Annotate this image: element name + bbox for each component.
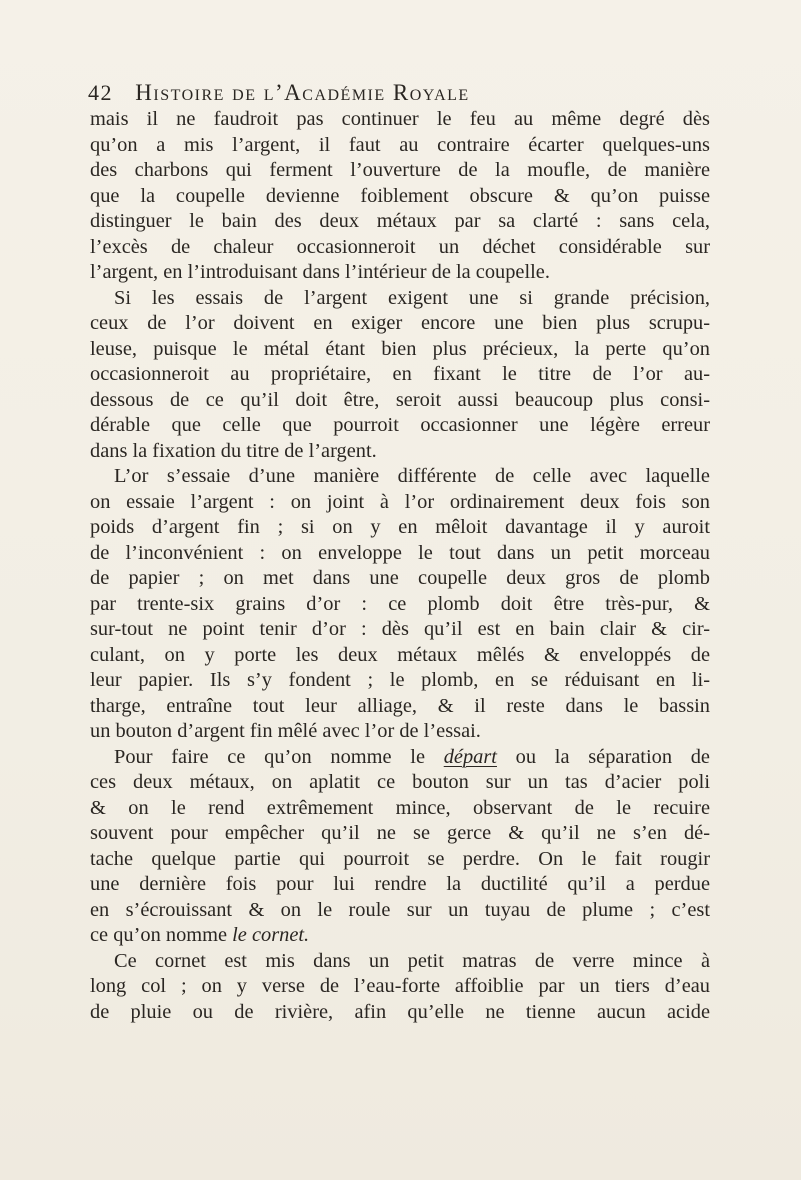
text-line: distinguer le bain des deux métaux par sa clarté : sans cela, (90, 210, 710, 232)
text-line: & on le rend extrêmement mince, observant de le recuire (90, 796, 710, 819)
text-line: de l’inconvénient : on enveloppe le tout dans un petit morceau (90, 541, 710, 564)
body-text (90, 107, 710, 1025)
text-line: occasionneroit au propriétaire, en fixant le titre de l’or au- (90, 363, 710, 385)
text-fragment: Pour faire ce qu’on nomme le (114, 745, 444, 768)
text-line: des charbons qui ferment l’ouverture de la moufle, de manière (90, 159, 710, 181)
text-line: dessous de ce qu’il doit être, seroit aussi beaucoup plus consi- (90, 388, 710, 411)
text-line: une dernière fois pour lui rendre la ductilité qu’il a perdue (90, 873, 710, 895)
text-line: par trente-six grains d’or : ce plomb doit être très-pur, & (90, 592, 710, 615)
text-line: Ce cornet est mis dans un petit matras de verre mince à (114, 949, 710, 972)
text-line: de pluie ou de rivière, afin qu’elle ne tienne aucun acide (90, 1000, 710, 1023)
text-line: mais il ne faudroit pas continuer le feu au même degré dès (90, 108, 710, 130)
text-line: long col ; on y verse de l’eau-forte affoiblie par un tiers d’eau (90, 975, 710, 997)
running-head (88, 80, 708, 110)
text-line: leur papier. Ils s’y fondent ; le plomb, en se réduisant en li- (90, 669, 710, 691)
text-line: un bouton d’argent fin mêlé avec l’or de l’essai. (90, 720, 481, 742)
text-line: souvent pour empêcher qu’il ne se gerce & qu’il ne s’en dé- (90, 822, 710, 844)
text-line: culant, on y porte les deux métaux mêlés & enveloppés de (90, 643, 710, 666)
text-line: poids d’argent fin ; si on y en mêloit davantage il y auroit (90, 516, 710, 538)
text-line: ceux de l’or doivent en exiger encore une bien plus scrupu- (90, 312, 710, 334)
text-line: l’excès de chaleur occasionneroit un déchet considérable sur (90, 235, 710, 258)
text-line: L’or s’essaie d’une manière différente de celle avec laquelle (114, 465, 710, 487)
text-line: l’argent, en l’introduisant dans l’intérieur de la coupelle. (90, 261, 550, 283)
page-number: 42 (88, 80, 113, 105)
text-line: on essaie l’argent : on joint à l’or ordinairement deux fois son (90, 490, 710, 513)
text-line: que la coupelle devienne foiblement obscure & qu’on puisse (90, 184, 710, 207)
text-line: en s’écrouissant & on le roule sur un tuyau de plume ; c’est (90, 898, 710, 921)
text-fragment: ou la séparation de (496, 745, 710, 768)
text-line: ces deux métaux, on aplatit ce bouton sur un tas d’acier poli (90, 771, 710, 793)
text-line: de papier ; on met dans une coupelle deux gros de plomb (90, 567, 710, 589)
text-line (90, 923, 710, 949)
italic-term-depart: départ (443, 745, 497, 768)
running-title: Histoire de l’Académie Royale (135, 80, 470, 105)
text-line: sur-tout ne point tenir d’or : dès qu’il est en bain clair & cir- (90, 618, 710, 640)
text-line: tache quelque partie qui pourroit se perdre. On le fait rougir (90, 847, 710, 870)
text-line: qu’on a mis l’argent, il faut au contraire écarter quelques-uns (90, 133, 710, 156)
text-line: dans la fixation du titre de l’argent. (90, 439, 377, 462)
text-fragment: ce qu’on nomme (90, 924, 233, 946)
italic-term-cornet: le cornet. (232, 924, 310, 946)
text-line (90, 745, 710, 771)
text-line: Si les essais de l’argent exigent une si grande précision, (114, 286, 710, 309)
text-line: tharge, entraîne tout leur alliage, & il reste dans le bassin (90, 694, 710, 717)
text-line: leuse, puisque le métal étant bien plus précieux, la perte qu’on (90, 337, 710, 360)
text-line: dérable que celle que pourroit occasionner une légère erreur (90, 414, 710, 436)
